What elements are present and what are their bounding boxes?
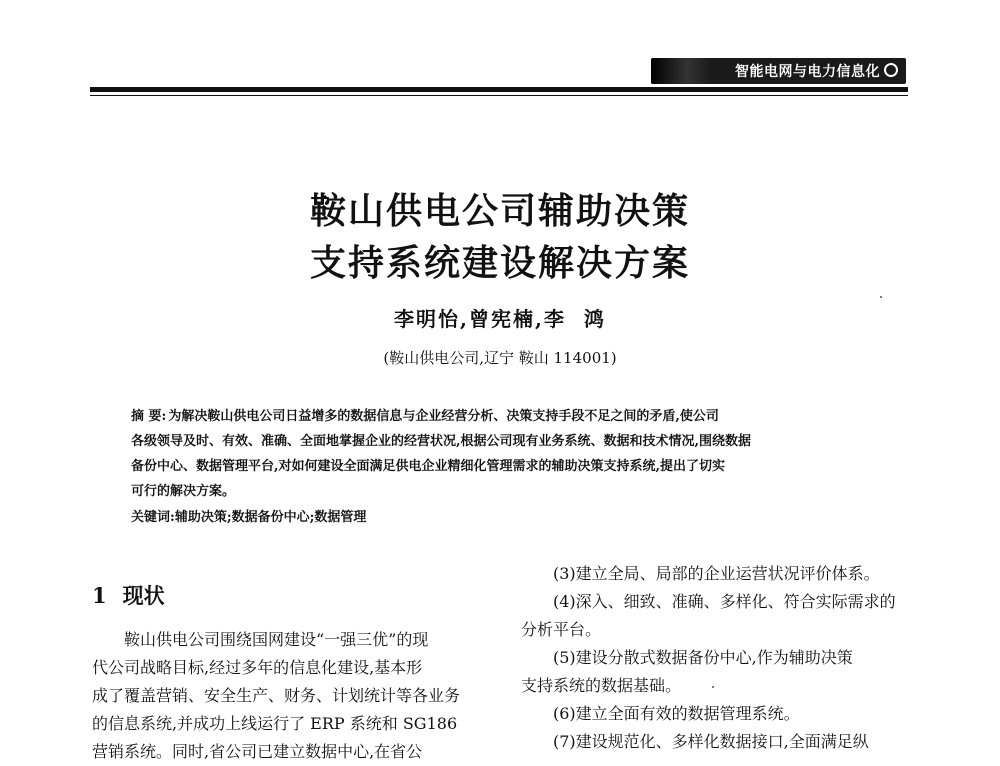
body-line: (4)深入、细致、准确、多样化、符合实际需求的 <box>553 592 896 611</box>
body-left-column <box>92 626 487 766</box>
journal-section-banner <box>651 58 906 84</box>
abstract-line: 备份中心、数据管理平台,对如何建设全面满足供电企业精细化管理需求的辅助决策支持系统,提出了切实 <box>131 459 726 474</box>
header-rule-thin <box>90 95 908 96</box>
section-number: 1 <box>92 583 107 608</box>
section-title: 现状 <box>122 583 165 608</box>
abstract-label: 摘 要: <box>131 409 167 424</box>
abstract-line: 各级领导及时、有效、准确、全面地掌握企业的经营状况,根据公司现有业务系统、数据和技术情况,围绕数据 <box>131 434 752 449</box>
body-line: 支持系统的数据基础。 <box>521 676 682 695</box>
body-line: (3)建立全局、局部的企业运营状况评价体系。 <box>553 564 880 583</box>
banner-circle-icon <box>884 63 898 77</box>
author-list: 李明怡,曾宪楠,李 鸿 <box>394 307 606 331</box>
scan-speck <box>880 296 882 298</box>
paper-title-line-2: 支持系统建设解决方案 <box>309 242 690 284</box>
body-line: 的信息系统,并成功上线运行了 ERP 系统和 SG186 <box>92 714 458 733</box>
journal-section-label: 智能电网与电力信息化 <box>735 64 880 80</box>
abstract-text: 为解决鞍山供电公司日益增多的数据信息与企业经营分析、决策支持手段不足之间的矛盾,使公司 <box>168 409 719 424</box>
body-line: 成了覆盖营销、安全生产、财务、计划统计等各业务 <box>92 686 461 705</box>
author-affiliation: (鞍山供电公司,辽宁 鞍山 114001) <box>383 349 617 367</box>
scan-speck <box>712 686 714 688</box>
abstract-line: 可行的解决方案。 <box>131 484 236 499</box>
keywords-label: 关键词: <box>131 510 175 525</box>
body-line: (7)建设规范化、多样化数据接口,全面满足纵 <box>553 732 869 751</box>
body-right-column <box>521 560 916 756</box>
body-line: 代公司战略目标,经过多年的信息化建设,基本形 <box>92 658 423 677</box>
body-line: (6)建立全面有效的数据管理系统。 <box>553 704 800 723</box>
header-rule-thick <box>90 87 908 92</box>
banner-ink-smear <box>651 58 711 84</box>
keywords-text: 辅助决策;数据备份中心;数据管理 <box>174 510 367 525</box>
body-line: 鞍山供电公司围绕国网建设“一强三优”的现 <box>124 630 429 649</box>
keywords <box>131 506 891 525</box>
body-line: 分析平台。 <box>521 620 602 639</box>
section-heading <box>92 580 165 610</box>
body-line: (5)建设分散式数据备份中心,作为辅助决策 <box>553 648 853 667</box>
body-line: 营销系统。同时,省公司已建立数据中心,在省公 <box>92 742 423 761</box>
abstract <box>131 404 891 504</box>
abstract-line <box>131 404 891 429</box>
paper-title-line-1: 鞍山供电公司辅助决策 <box>309 190 690 232</box>
